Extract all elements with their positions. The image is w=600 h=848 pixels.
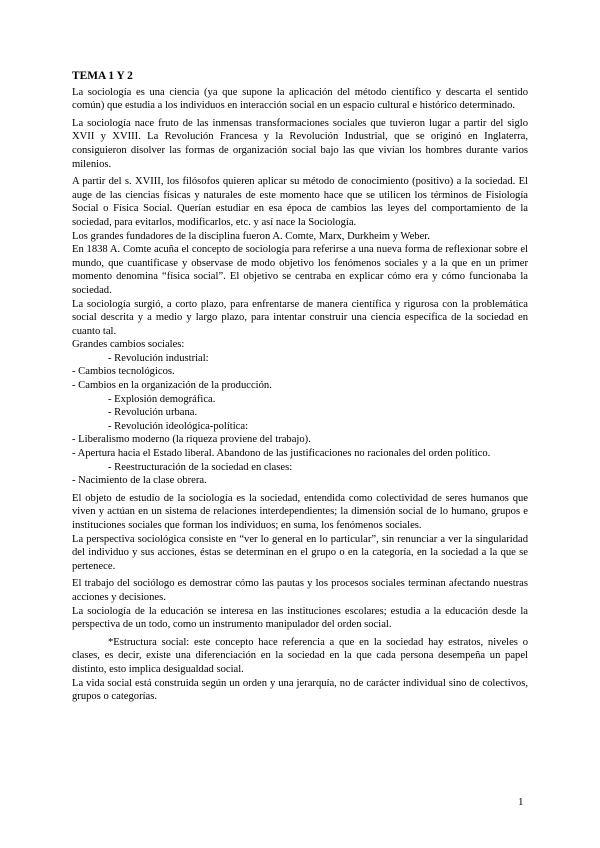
document-title: TEMA 1 Y 2 (72, 70, 133, 82)
paragraph-emergence: La sociología surgió, a corto plazo, para enfrentarse de manera científica y rigurosa con la problemática social descrita y a medio y largo plazo, para intentar construir una ciencia específica de la sociedad en cuanto tal. (72, 298, 528, 337)
list-heading: Grandes cambios sociales: (72, 339, 185, 351)
paragraph-sociologist-work: El trabajo del sociólogo es demostrar cómo las pautas y los procesos sociales terminan afectando nuestras acciones y decisiones. (72, 578, 528, 603)
list-item: - Apertura hacia el Estado liberal. Abandono de las justificaciones no racionales del orden político. (72, 448, 491, 460)
paragraph-perspective: La perspectiva sociológica consiste en “ver lo general en lo particular”, sin renunciar a ver la singularidad del individuo y sus acciones, éstas se determinan en el grupo o en la categoría, en la sociedad a la que se pertenece. (72, 533, 528, 572)
paragraph-comte: En 1838 A. Comte acuña el concepto de sociología para referirse a una nueva forma de reflexionar sobre el mundo, que cuantificase y observase de modo objetivo los fenómenos sociales y a la que en un primer momento denomina “física social”. El objetivo se centraba en explicar cómo era y cómo funcionaba la sociedad. (72, 244, 528, 296)
list-item: - Cambios tecnológicos. (72, 366, 175, 378)
list-item: - Reestructuración de la sociedad en clases: (108, 461, 293, 473)
paragraph-social-structure: *Estructura social: este concepto hace referencia a que en la sociedad hay estratos, niveles o clases, es decir, existe una diferenciación en la sociedad en la que cada persona desempeña un papel distinto, esto implica desigualdad social. (72, 636, 528, 675)
paragraph-definition: La sociología es una ciencia (ya que supone la aplicación del método científico y descarta el sentido común) que estudia a los individuos en interacción social en un espacio cultural e histórico determinado. (72, 86, 528, 112)
list-item: - Cambios en la organización de la producción. (72, 380, 272, 392)
paragraph-object-of-study: El objeto de estudio de la sociología es la sociedad, entendida como colectividad de seres humanos que viven y actúan en un sistema de relaciones interdependientes; la dimensión social de lo humano, grupos e instituciones sociales que forman los individuos; en suma, los fenómenos sociales. (72, 492, 528, 531)
paragraph-philosophers: A partir del s. XVIII, los filósofos quieren aplicar su método de conocimiento (positivo) a la sociedad. El auge de las ciencias físicas y naturales de este momento hace que se utilicen los términos de Fisiología Social o Física Social. Querían estudiar en esa época de cambios las leyes del comportamiento de la sociedad, para evitarlos, modificarlos, etc. y así nace la Sociología. (72, 176, 528, 228)
list-item: - Revolución urbana. (108, 407, 198, 419)
document-body (72, 70, 528, 704)
paragraph-education: La sociología de la educación se interesa en las instituciones escolares; estudia a la educación desde la perspectiva de un todo, como un instrumento manipulador del orden social. (72, 605, 528, 631)
list-item: - Revolución ideológica-política: (108, 420, 249, 432)
list-item: - Revolución industrial: (108, 352, 209, 364)
list-item: - Explosión demográfica. (108, 393, 216, 405)
paragraph-social-life: La vida social está construida según un orden y una jerarquía, no de carácter individual sino de colectivos, grupos o categorías. (72, 677, 528, 703)
list-item: - Liberalismo moderno (la riqueza proviene del trabajo). (72, 434, 311, 446)
paragraph-founders: Los grandes fundadores de la disciplina fueron A. Comte, Marx, Durkheim y Weber. (72, 230, 430, 242)
paragraph-origins: La sociología nace fruto de las inmensas transformaciones sociales que tuvieron lugar a partir del siglo XVII y XVIII. La Revolución Francesa y la Revolución Industrial, que se originó en Inglaterra, consiguieron disolver las formas de organización social bajo las que vivían los hombres durante varios milenios. (72, 117, 528, 170)
page-number: 1 (518, 796, 524, 808)
list-item: - Nacimiento de la clase obrera. (72, 475, 207, 487)
